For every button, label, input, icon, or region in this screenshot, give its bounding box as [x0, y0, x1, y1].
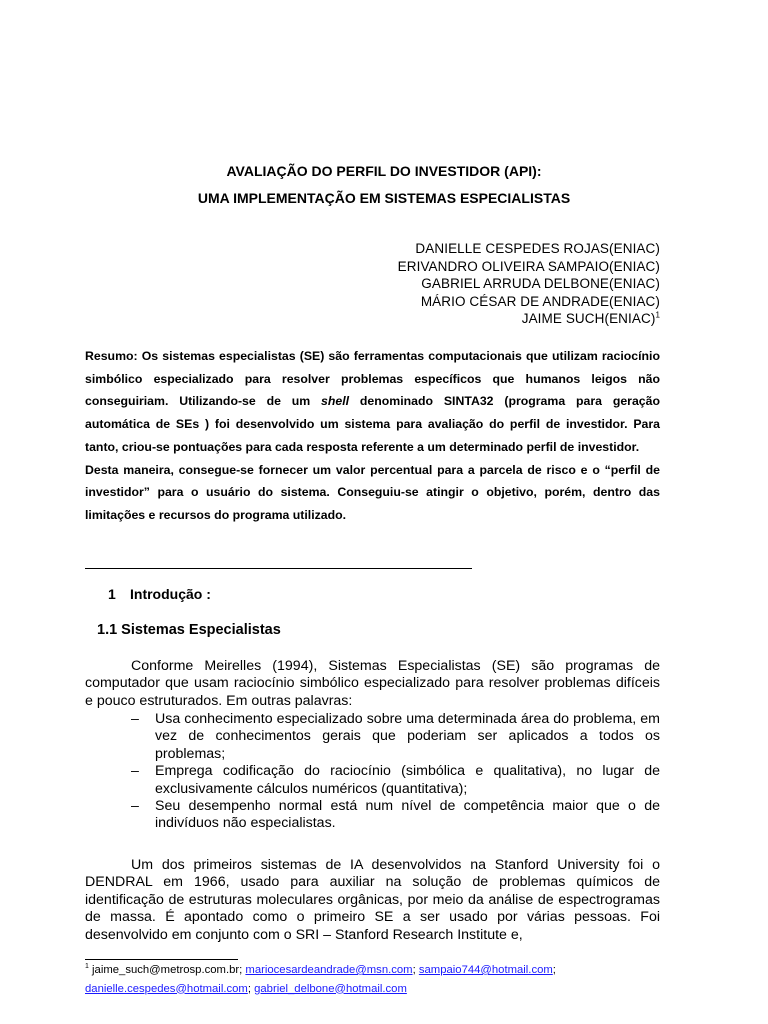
footnote-email-link[interactable]: danielle.cespedes@hotmail.com [85, 982, 248, 995]
bullet-list [131, 711, 660, 833]
footnote-separator: ; [412, 964, 416, 976]
footnote-separator: ; [552, 964, 556, 976]
section-number: 1 [108, 586, 116, 602]
footnote-separator: ; [247, 982, 251, 995]
subsection-heading: 1.1 Sistemas Especialistas [97, 622, 281, 638]
author-name: JAIME SUCH(ENIAC) [521, 311, 656, 327]
footnote [85, 961, 675, 998]
list-item-text: Emprega codificação do raciocínio (simbólica e qualitativa), no lugar de exclusivamente cálculos numéricos (quantitativa); [155, 763, 660, 797]
author-name: ERIVANDRO OLIVEIRA SAMPAIO(ENIAC) [397, 258, 660, 274]
bullet-dash: – [131, 798, 139, 815]
author-name: GABRIEL ARRUDA DELBONE(ENIAC) [421, 276, 660, 292]
footnote-email-link[interactable]: mariocesardeandrade@msn.com [245, 964, 413, 976]
abstract-paragraph-2: Desta maneira, consegue-se fornecer um valor percentual para a parcela de risco e o “perfil de investidor” para o usuário do sistema. Conseguiu-se atingir o objetivo, porém, dentro das limitações e recursos do programa utilizado. [85, 462, 660, 522]
abstract-italic-term: shell [321, 394, 350, 409]
author-name: DANIELLE CESPEDES ROJAS(ENIAC) [415, 241, 660, 256]
author-list [398, 240, 660, 328]
bullet-dash: – [131, 763, 139, 780]
body-paragraph-1: Conforme Meirelles (1994), Sistemas Especialistas (SE) são programas de computador que usam raciocínio simbólico especializado para resolver problemas difíceis e pouco estruturados. Em outras palavras: [85, 658, 660, 709]
bullet-dash: – [131, 711, 139, 727]
footnote-marker[interactable]: 1 [655, 310, 660, 320]
section-heading [108, 585, 211, 603]
abstract-divider [85, 568, 472, 569]
list-item [131, 711, 660, 763]
abstract-text: Resumo: Os sistemas especialistas (SE) são ferramentas computacionais que utilizam raciocínio simbólico especializado para resolver problemas específicos que humanos leigos não conseguiriam. Utilizando-se de um [85, 349, 660, 409]
paper-title-line-2: UMA IMPLEMENTAÇÃO EM SISTEMAS ESPECIALISTAS [197, 190, 571, 206]
footnote-email-plain: jaime_such@metrosp.com.br; [88, 964, 246, 976]
footnote-divider [85, 959, 238, 960]
author-name: MÁRIO CÉSAR DE ANDRADE(ENIAC) [420, 293, 660, 309]
list-item-text: Seu desempenho normal está num nível de competência maior que o de indivíduos não especialistas. [155, 798, 660, 832]
paper-title-line-1: AVALIAÇÃO DO PERFIL DO INVESTIDOR (API): [226, 163, 542, 179]
abstract-text: denominado SINTA32 (programa para geração automática de SEs ) foi desenvolvido um sistema para avaliação do perfil de investidor. Para tanto, criou-se pontuações para cada resposta referente a um determinado perfil de investidor. [85, 394, 660, 454]
list-item [131, 798, 660, 833]
body-paragraph-2: Um dos primeiros sistemas de IA desenvolvidos na Stanford University foi o DENDRAL em 1966, usado para auxiliar na solução de problemas químicos de identificação de estruturas moleculares orgânicas, por meio da análise de espectrogramas de massa. É apontado como o primeiro SE a ser usado por várias pessoas. Foi desenvolvido em conjunto com o SRI – Stanford Research Institute e, [85, 857, 660, 943]
author-name-with-footnote [398, 310, 660, 328]
list-item-text: Usa conhecimento especializado sobre uma determinada área do problema, em vez de conhecimentos gerais que poderiam ser aplicados a todos os problemas; [155, 711, 660, 762]
footnote-number: 1 [85, 963, 89, 971]
footnote-email-link[interactable]: sampaio744@hotmail.com [418, 964, 553, 976]
section-title: Introdução : [130, 586, 211, 602]
abstract-paragraph-1 [85, 345, 660, 459]
abstract [85, 345, 660, 527]
list-item [131, 763, 660, 798]
footnote-email-link[interactable]: gabriel_delbone@hotmail.com [254, 982, 407, 995]
